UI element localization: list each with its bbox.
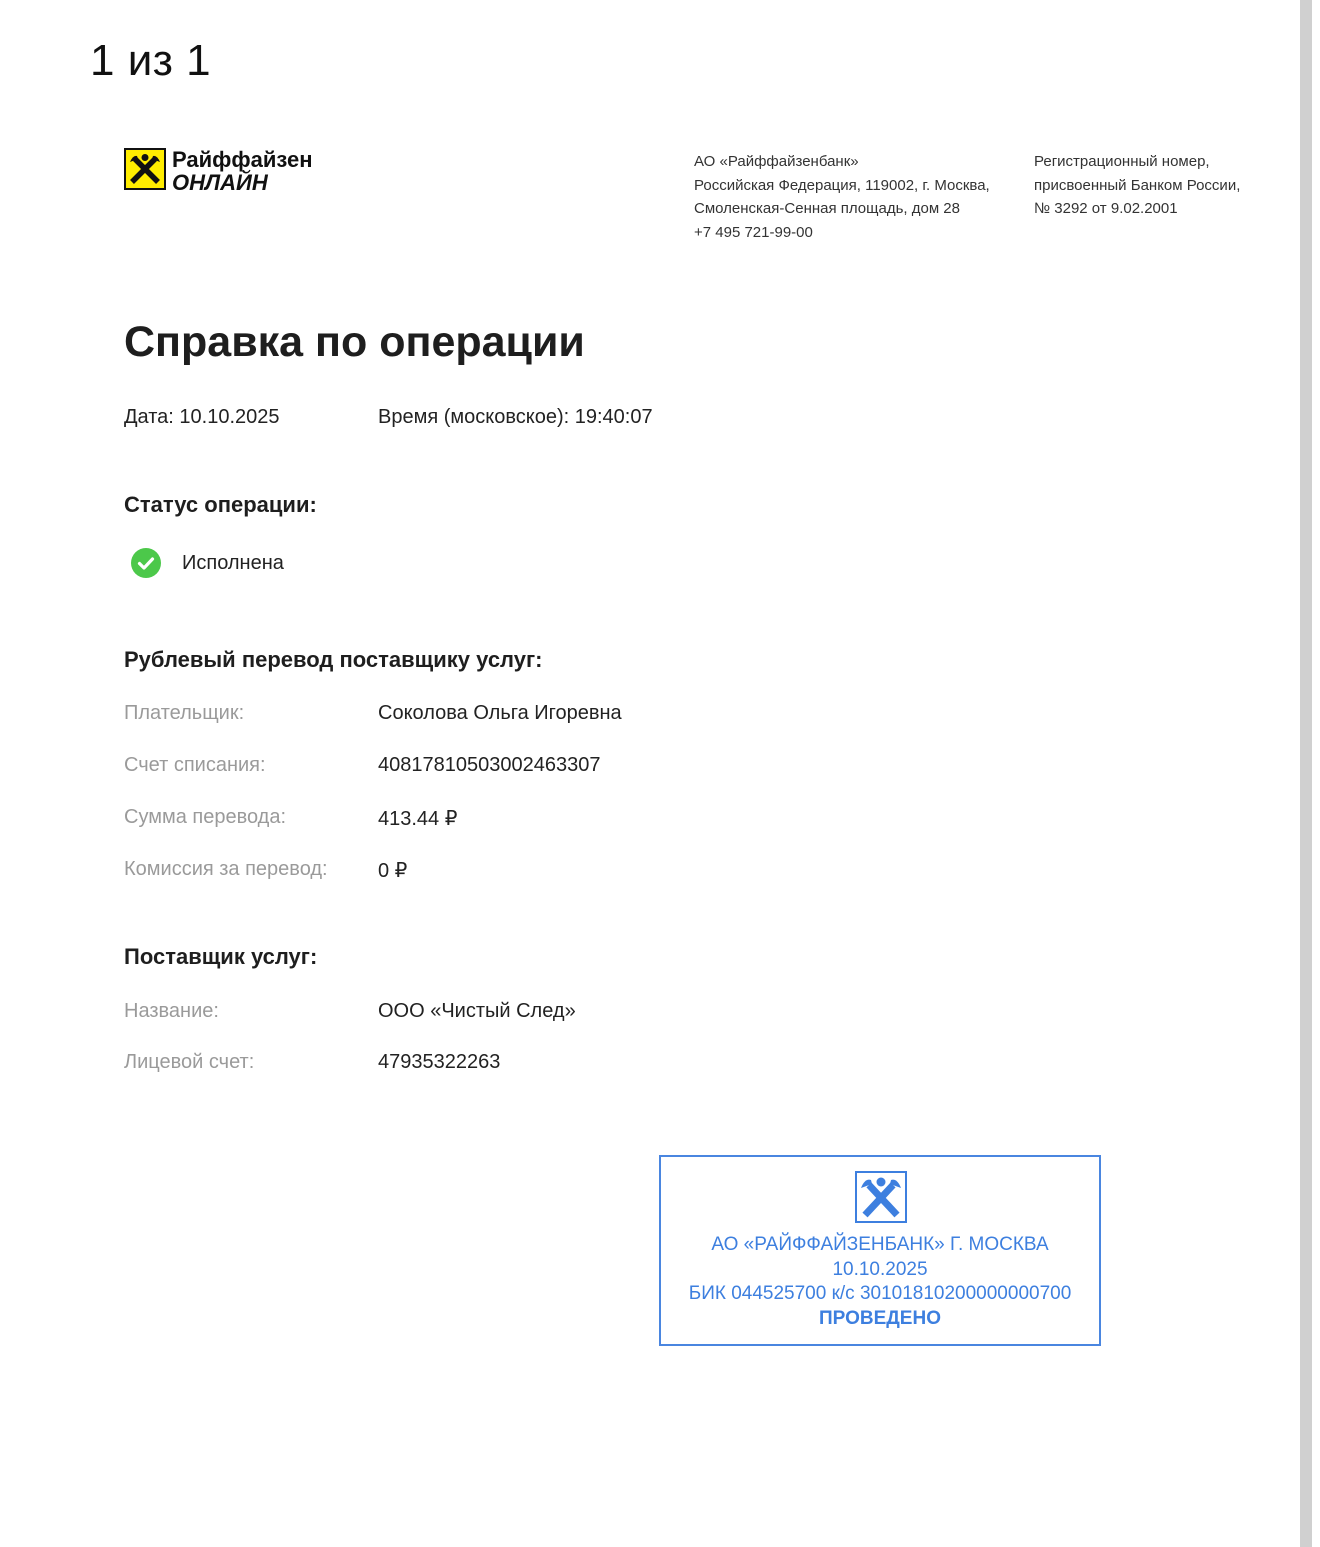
bank-address-line: Российская Федерация, 119002, г. Москва, — [694, 176, 990, 194]
bank-stamp — [659, 1155, 1101, 1346]
scrollbar[interactable] — [1300, 0, 1312, 1547]
personal-account-value: 47935322263 — [378, 1051, 501, 1073]
logo-line2: ОНЛАЙН — [172, 170, 268, 195]
operation-time: Время (московское): 19:40:07 — [378, 406, 653, 428]
bank-registration-line: Регистрационный номер, — [1034, 153, 1210, 170]
raiffeisen-stamp-icon — [855, 1171, 907, 1223]
status-section-heading: Статус операции: — [124, 492, 317, 517]
bank-address-line: АО «Райффайзенбанк» — [694, 153, 859, 170]
bank-address-line: Смоленская-Сенная площадь, дом 28 — [694, 200, 960, 217]
commission-label: Комиссия за перевод: — [124, 858, 328, 880]
bank-registration-line: присвоенный Банком России, — [1034, 176, 1241, 194]
logo-line1: Райффайзен — [172, 147, 313, 172]
bank-address-line: +7 495 721-99-00 — [694, 223, 813, 241]
transfer-section-heading: Рублевый перевод поставщику услуг: — [124, 647, 543, 672]
bank-registration-line: № 3292 от 9.02.2001 — [1034, 200, 1178, 217]
provider-section-heading: Поставщик услуг: — [124, 944, 318, 969]
stamp-bank-name: АО «РАЙФФАЙЗЕНБАНК» Г. МОСКВА — [711, 1234, 1049, 1255]
check-circle-icon — [131, 548, 161, 578]
raiffeisen-logo-icon — [124, 148, 166, 190]
stamp-date: 10.10.2025 — [832, 1258, 928, 1280]
debit-account-label: Счет списания: — [124, 754, 266, 776]
operation-date: Дата: 10.10.2025 — [124, 406, 280, 428]
personal-account-label: Лицевой счет: — [124, 1051, 255, 1073]
stamp-status: ПРОВЕДЕНО — [819, 1307, 941, 1329]
provider-name-label: Название: — [124, 1000, 219, 1022]
payer-value: Соколова Ольга Игоревна — [378, 702, 622, 724]
page-counter: 1 из 1 — [90, 36, 212, 85]
stamp-bik: БИК 044525700 к/с 30101810200000000700 — [688, 1283, 1072, 1304]
payer-label: Плательщик: — [124, 702, 245, 724]
transfer-amount-value: 413.44 ₽ — [378, 808, 458, 830]
document-title: Справка по операции — [124, 318, 585, 366]
raiffeisen-logo — [124, 148, 313, 194]
transfer-amount-label: Сумма перевода: — [124, 806, 287, 828]
bank-address — [694, 150, 990, 244]
status-text: Исполнена — [182, 552, 284, 574]
bank-registration — [1034, 150, 1240, 221]
provider-name-value: ООО «Чистый След» — [378, 1000, 576, 1022]
commission-value: 0 ₽ — [378, 860, 408, 882]
debit-account-value: 40817810503002463307 — [378, 754, 601, 776]
